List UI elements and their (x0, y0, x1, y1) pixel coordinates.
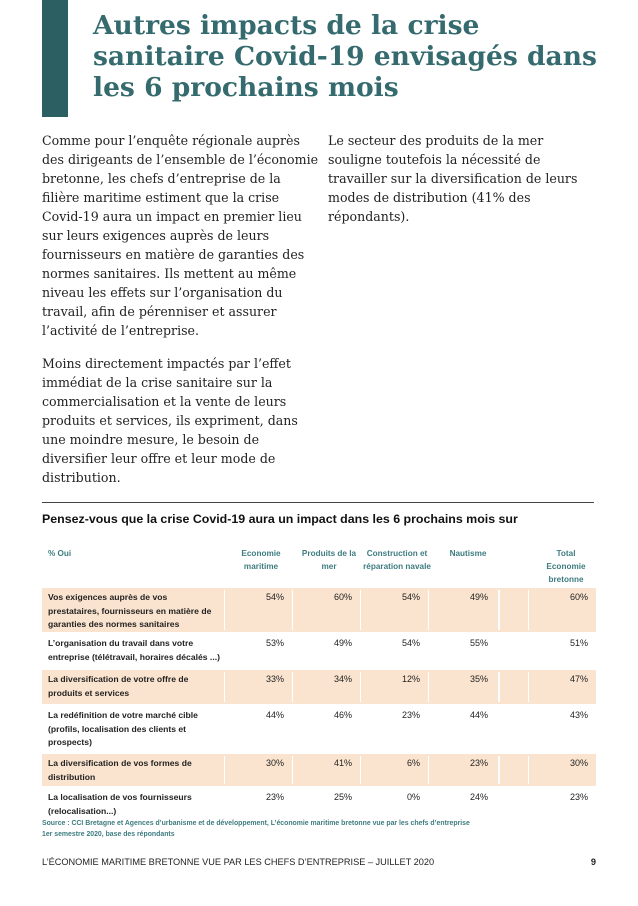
footer-text: L’ÉCONOMIE MARITIME BRETONNE VUE PAR LES CHEFS D’ENTREPRISE – JUILLET 2020 (42, 857, 435, 867)
value-construction-navale: 54% (401, 638, 420, 648)
value-construction-navale: 54% (401, 592, 420, 602)
row-label: L’organisation du travail dans votre entreprise (télétravail, horaires décalés ...) (48, 638, 220, 662)
source-note (42, 818, 582, 840)
value-produits-mer: 25% (333, 792, 352, 802)
header-oui: % Oui (48, 549, 72, 558)
paragraph: Comme pour l’enquête régionale auprès des dirigeants de l’ensemble de l’économie bretonne, les chefs d’entreprise de la filière maritime estiment que la crise Covid-19 aura un impact en premier lieu sur leurs exigences auprès de leurs fournisseurs en matière de garanties des normes sanitaires. Ils mettent au même niveau les effets sur l’organisation du travail, afin de pérenniser et assurer l’activité de l’entreprise. (42, 133, 319, 338)
page-number: 9 (590, 857, 596, 867)
table-row (42, 588, 596, 632)
value-economie-maritime: 33% (265, 674, 284, 684)
left-column (42, 131, 320, 501)
value-total-bretonne: 60% (569, 592, 588, 602)
row-label: La redéfinition de votre marché cible (profils, localisation des clients et prospects) (48, 710, 198, 747)
table-title: Pensez-vous que la crise Covid-19 aura un impact dans les 6 prochains mois sur (42, 512, 518, 526)
right-column (328, 131, 598, 240)
value-nautisme: 23% (469, 758, 488, 768)
value-economie-maritime: 53% (265, 638, 284, 648)
paragraph: Moins directement impactés par l’effet immédiat de la crise sanitaire sur la commercialisation et la vente de leurs produits et services, ils expriment, dans une moindre mesure, le besoin de diversifier leur offre et leur mode de distribution. (42, 356, 298, 485)
value-nautisme: 49% (469, 592, 488, 602)
value-construction-navale: 0% (406, 792, 420, 802)
value-economie-maritime: 30% (265, 758, 284, 768)
header-total-bretonne: Total Economie bretonne (546, 549, 586, 584)
header-produits-mer: Produits de la mer (301, 549, 357, 571)
value-produits-mer: 49% (333, 638, 352, 648)
value-total-bretonne: 30% (569, 758, 588, 768)
value-total-bretonne: 43% (569, 710, 588, 720)
accent-bar (42, 0, 68, 117)
value-construction-navale: 23% (401, 710, 420, 720)
row-label: La diversification de vos formes de distribution (48, 758, 192, 782)
value-nautisme: 35% (469, 674, 488, 684)
header-construction-navale: Construction et réparation navale (363, 549, 431, 571)
paragraph: Le secteur des produits de la mer souligne toutefois la nécessité de travailler sur la diversification de leurs modes de distribution (41% des répondants). (328, 133, 578, 224)
value-produits-mer: 41% (333, 758, 352, 768)
row-label: Vos exigences auprès de vos prestataires, fournisseurs en matière de garanties des normes sanitaires (48, 592, 212, 629)
value-total-bretonne: 47% (569, 674, 588, 684)
value-construction-navale: 6% (406, 758, 420, 768)
header-nautisme: Nautisme (449, 549, 487, 558)
value-produits-mer: 46% (333, 710, 352, 720)
value-total-bretonne: 23% (569, 792, 588, 802)
value-economie-maritime: 44% (265, 710, 284, 720)
page-title: Autres impacts de la crise sanitaire Covid-19 envisagés dans les 6 prochains mois (93, 10, 597, 103)
row-label: La localisation de vos fournisseurs (relocalisation...) (48, 792, 192, 816)
table-row (42, 670, 596, 704)
source-line: Source : CCI Bretagne et Agences d’urbanisme et de développement, L’économie maritime bretonne vue par les chefs d’entreprise (42, 820, 470, 827)
value-nautisme: 55% (469, 638, 488, 648)
source-line: 1er semestre 2020, base des répondants (42, 831, 175, 838)
value-produits-mer: 34% (333, 674, 352, 684)
header-economie-maritime: Economie maritime (241, 549, 281, 571)
value-economie-maritime: 23% (265, 792, 284, 802)
value-produits-mer: 60% (333, 592, 352, 602)
value-economie-maritime: 54% (265, 592, 284, 602)
section-divider (42, 502, 594, 503)
table-row (42, 788, 596, 818)
value-nautisme: 44% (469, 710, 488, 720)
page-footer (42, 857, 596, 867)
value-total-bretonne: 51% (569, 638, 588, 648)
row-label: La diversification de votre offre de produits et services (48, 674, 189, 698)
value-nautisme: 24% (469, 792, 488, 802)
table-row (42, 706, 596, 752)
table-row (42, 634, 596, 668)
value-construction-navale: 12% (401, 674, 420, 684)
table-row (42, 754, 596, 786)
